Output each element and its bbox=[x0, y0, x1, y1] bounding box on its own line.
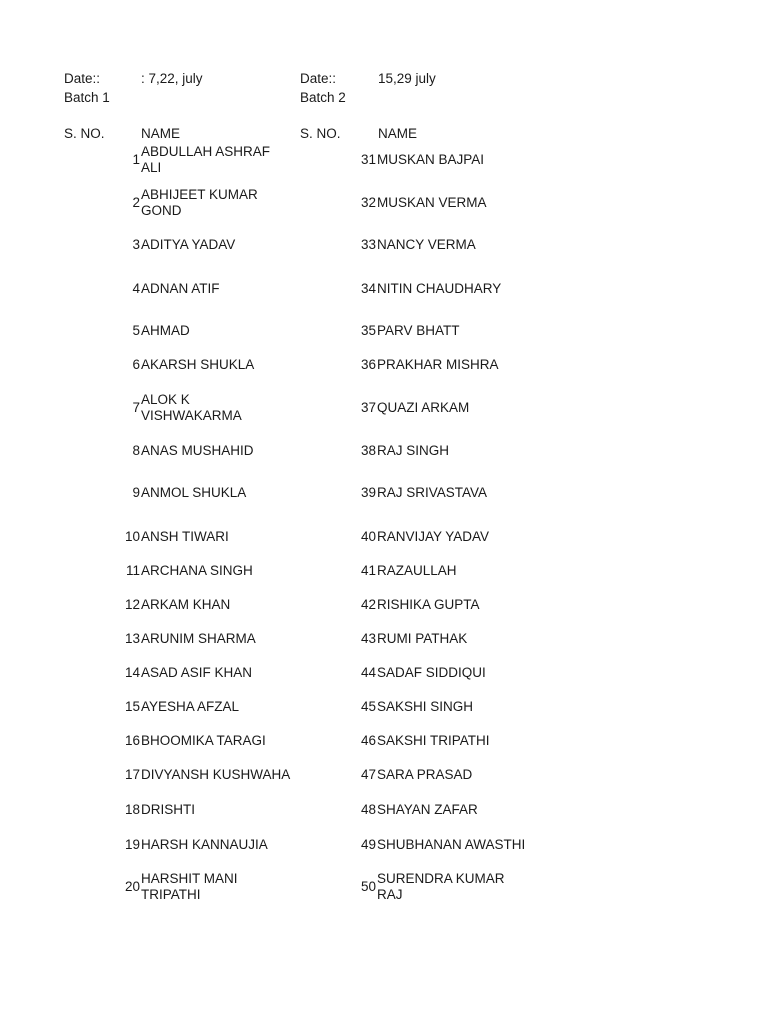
batch1-row-sno: 14 bbox=[124, 665, 140, 680]
batch2-row-sno: 46 bbox=[360, 733, 376, 748]
batch2-row-name: SAKSHI TRIPATHI bbox=[377, 733, 490, 748]
batch1-label: Batch 1 bbox=[64, 90, 110, 105]
batch2-row-sno: 44 bbox=[360, 665, 376, 680]
batch1-row-sno: 18 bbox=[124, 802, 140, 817]
batch1-row-sno: 1 bbox=[132, 152, 140, 167]
batch2-row-sno: 39 bbox=[360, 485, 376, 500]
batch1-row-name: ARUNIM SHARMA bbox=[141, 631, 256, 646]
batch2-row-name: SADAF SIDDIQUI bbox=[377, 665, 486, 680]
batch2-row-name: PRAKHAR MISHRA bbox=[377, 357, 499, 372]
batch1-row-sno: 19 bbox=[124, 837, 140, 852]
batch2-row-sno: 41 bbox=[360, 563, 376, 578]
batch1-row-name: BHOOMIKA TARAGI bbox=[141, 733, 266, 748]
batch1-row-sno: 3 bbox=[132, 237, 140, 252]
batch1-row-name: ARCHANA SINGH bbox=[141, 563, 253, 578]
batch1-row-name: HARSHIT MANI TRIPATHI bbox=[141, 871, 238, 902]
batch2-row-sno: 48 bbox=[360, 802, 376, 817]
batch2-row-sno: 49 bbox=[360, 837, 376, 852]
batch1-date-value: : 7,22, july bbox=[141, 71, 203, 86]
batch2-row-name: QUAZI ARKAM bbox=[377, 400, 470, 415]
batch1-row-name: ADNAN ATIF bbox=[141, 281, 220, 296]
batch2-row-name: RANVIJAY YADAV bbox=[377, 529, 490, 544]
column-header-name-batch1: NAME bbox=[141, 126, 181, 141]
batch2-row-sno: 37 bbox=[360, 400, 376, 415]
batch1-row-name: ADITYA YADAV bbox=[141, 237, 236, 252]
batch2-row-name: RAZAULLAH bbox=[377, 563, 457, 578]
batch1-row-name: AHMAD bbox=[141, 323, 190, 338]
batch1-row-name: ANMOL SHUKLA bbox=[141, 485, 247, 500]
batch1-row-sno: 9 bbox=[132, 485, 140, 500]
batch2-row-name: RAJ SRIVASTAVA bbox=[377, 485, 488, 500]
batch1-row-name: ALOK K VISHWAKARMA bbox=[141, 392, 242, 423]
batch2-date-value: 15,29 july bbox=[378, 71, 436, 86]
batch2-row-sno: 38 bbox=[360, 443, 376, 458]
batch2-row-sno: 31 bbox=[360, 152, 376, 167]
column-header-name-batch2: NAME bbox=[378, 126, 418, 141]
batch1-row-name: DIVYANSH KUSHWAHA bbox=[141, 767, 291, 782]
column-header-sno-batch2: S. NO. bbox=[300, 126, 341, 141]
column-header-sno-batch1: S. NO. bbox=[64, 126, 105, 141]
batch1-row-sno: 10 bbox=[124, 529, 140, 544]
batch1-row-sno: 20 bbox=[124, 879, 140, 894]
batch2-row-name: SARA PRASAD bbox=[377, 767, 473, 782]
batch2-row-sno: 40 bbox=[360, 529, 376, 544]
batch1-row-sno: 17 bbox=[124, 767, 140, 782]
batch1-row-name: HARSH KANNAUJIA bbox=[141, 837, 268, 852]
batch2-row-sno: 50 bbox=[360, 879, 376, 894]
batch2-row-name: NANCY VERMA bbox=[377, 237, 476, 252]
batch1-row-name: ANAS MUSHAHID bbox=[141, 443, 254, 458]
batch1-row-name: ASAD ASIF KHAN bbox=[141, 665, 253, 680]
batch2-row-name: RUMI PATHAK bbox=[377, 631, 468, 646]
batch2-row-name: RISHIKA GUPTA bbox=[377, 597, 480, 612]
batch1-row-sno: 6 bbox=[132, 357, 140, 372]
batch1-row-sno: 4 bbox=[132, 281, 140, 296]
batch2-row-sno: 43 bbox=[360, 631, 376, 646]
batch1-row-name: AYESHA AFZAL bbox=[141, 699, 240, 714]
batch2-row-sno: 36 bbox=[360, 357, 376, 372]
batch2-row-sno: 42 bbox=[360, 597, 376, 612]
batch2-row-sno: 47 bbox=[360, 767, 376, 782]
batch2-row-name: SURENDRA KUMAR RAJ bbox=[377, 871, 505, 902]
batch1-row-sno: 7 bbox=[132, 400, 140, 415]
batch1-row-name: ABDULLAH ASHRAF ALI bbox=[141, 144, 271, 175]
batch2-date-label: Date:: bbox=[300, 71, 337, 86]
batch1-row-name: ARKAM KHAN bbox=[141, 597, 231, 612]
batch1-row-sno: 8 bbox=[132, 443, 140, 458]
batch1-row-sno: 16 bbox=[124, 733, 140, 748]
batch1-row-sno: 11 bbox=[125, 563, 140, 578]
batch2-row-sno: 34 bbox=[360, 281, 376, 296]
batch1-row-name: ANSH TIWARI bbox=[141, 529, 229, 544]
batch1-row-sno: 13 bbox=[124, 631, 140, 646]
batch1-row-sno: 5 bbox=[132, 323, 140, 338]
batch2-row-name: PARV BHATT bbox=[377, 323, 460, 338]
batch2-row-name: SHUBHANAN AWASTHI bbox=[377, 837, 526, 852]
batch1-row-name: AKARSH SHUKLA bbox=[141, 357, 255, 372]
batch2-row-name: MUSKAN VERMA bbox=[377, 195, 487, 210]
batch2-row-sno: 33 bbox=[360, 237, 376, 252]
batch2-row-name: NITIN CHAUDHARY bbox=[377, 281, 502, 296]
batch2-row-sno: 45 bbox=[360, 699, 376, 714]
batch2-row-name: SAKSHI SINGH bbox=[377, 699, 474, 714]
batch1-row-sno: 15 bbox=[124, 699, 140, 714]
batch1-date-label: Date:: bbox=[64, 71, 101, 86]
batch1-row-sno: 12 bbox=[124, 597, 140, 612]
batch2-row-name: RAJ SINGH bbox=[377, 443, 450, 458]
batch2-label: Batch 2 bbox=[300, 90, 346, 105]
batch1-row-sno: 2 bbox=[132, 195, 140, 210]
batch2-row-name: MUSKAN BAJPAI bbox=[377, 152, 485, 167]
batch2-row-sno: 35 bbox=[360, 323, 376, 338]
batch1-row-name: DRISHTI bbox=[141, 802, 195, 817]
batch2-row-sno: 32 bbox=[360, 195, 376, 210]
batch1-row-name: ABHIJEET KUMAR GOND bbox=[141, 187, 258, 218]
batch2-row-name: SHAYAN ZAFAR bbox=[377, 802, 478, 817]
